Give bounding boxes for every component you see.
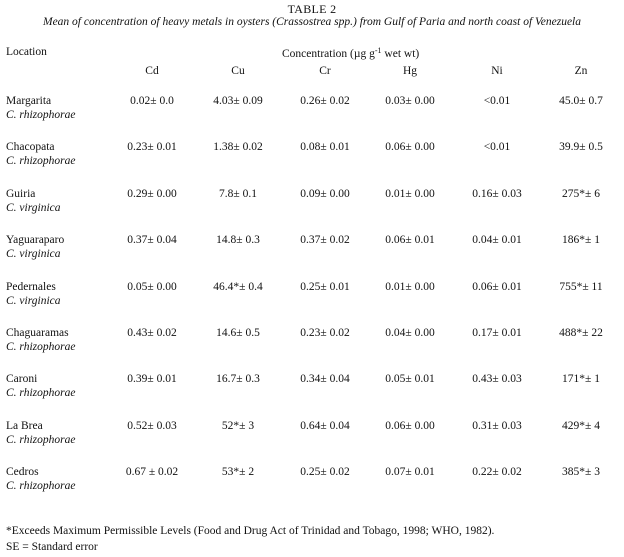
value-cell-cr: 0.25± 0.01 (300, 281, 350, 293)
table-row (0, 141, 624, 173)
value-cell-cr: 0.25± 0.02 (300, 466, 350, 478)
column-header-cu: Cu (231, 65, 245, 77)
value-cell-ni: 0.31± 0.03 (472, 420, 522, 432)
value-cell-cr: 0.34± 0.04 (300, 373, 350, 385)
value-cell-cd: 0.52± 0.03 (127, 420, 177, 432)
species-name: C. virginica (6, 248, 61, 260)
species-name: C. virginica (6, 202, 61, 214)
column-header-hg: Hg (402, 65, 418, 77)
value-cell-cr: 0.23± 0.02 (300, 327, 350, 339)
table-row (0, 281, 624, 313)
species-name: C. rhizophorae (6, 155, 76, 167)
value-cell-cu: 53*± 2 (221, 466, 255, 478)
table-row (0, 466, 624, 498)
value-cell-cd: 0.05± 0.00 (127, 281, 177, 293)
table-caption: Mean of concentration of heavy metals in oysters (Crassostrea spp.) from Gulf of Paria and north coast of Venezuela (43, 16, 581, 28)
column-header-cd: Cd (145, 65, 159, 77)
location-name: La Brea (6, 420, 43, 432)
species-name: C. rhizophorae (6, 109, 76, 121)
value-cell-cu: 14.8± 0.3 (216, 234, 260, 246)
footnote-exceeds: *Exceeds Maximum Permissible Levels (Food and Drug Act of Trinidad and Tobago, 1998; WHO, 1982). (6, 525, 495, 537)
value-cell-hg: 0.06± 0.00 (385, 141, 435, 153)
table-title: TABLE 2 (287, 2, 337, 16)
value-cell-cd: 0.02± 0.0 (130, 95, 174, 107)
value-cell-cu: 46.4*± 0.4 (213, 281, 263, 293)
value-cell-zn: 39.9± 0.5 (559, 141, 603, 153)
location-name: Cedros (6, 466, 39, 478)
value-cell-cr: 0.26± 0.02 (300, 95, 350, 107)
location-name: Margarita (6, 95, 52, 107)
value-cell-cu: 52*± 3 (221, 420, 255, 432)
value-cell-hg: 0.06± 0.00 (385, 420, 435, 432)
value-cell-cu: 16.7± 0.3 (216, 373, 260, 385)
value-cell-hg: 0.01± 0.00 (385, 281, 435, 293)
column-header-cr: Cr (319, 65, 331, 77)
value-cell-cr: 0.37± 0.02 (300, 234, 350, 246)
location-name: Chacopata (6, 141, 55, 153)
value-cell-cd: 0.23± 0.01 (127, 141, 177, 153)
species-name: C. rhizophorae (6, 434, 76, 446)
location-name: Guiria (6, 188, 36, 200)
table-row (0, 373, 624, 405)
value-cell-ni: 0.04± 0.01 (472, 234, 522, 246)
value-cell-ni: 0.43± 0.03 (472, 373, 522, 385)
location-name: Yaguaraparo (6, 234, 65, 246)
value-cell-zn: 755*± 11 (559, 281, 603, 293)
value-cell-ni: 0.06± 0.01 (472, 281, 522, 293)
value-cell-zn: 429*± 4 (562, 420, 600, 432)
value-cell-zn: 488*± 22 (559, 327, 603, 339)
location-header: Location (6, 46, 47, 58)
species-name: C. rhizophorae (6, 341, 76, 353)
table-row (0, 327, 624, 359)
value-cell-cr: 0.08± 0.01 (300, 141, 350, 153)
value-cell-cd: 0.29± 0.00 (127, 188, 177, 200)
value-cell-zn: 385*± 3 (562, 466, 600, 478)
species-name: C. rhizophorae (6, 387, 76, 399)
value-cell-cu: 1.38± 0.02 (213, 141, 263, 153)
value-cell-zn: 171*± 1 (562, 373, 600, 385)
column-header-ni: Ni (491, 65, 503, 77)
value-cell-ni: 0.16± 0.03 (472, 188, 522, 200)
concentration-header (282, 46, 419, 60)
table-row (0, 234, 624, 266)
value-cell-hg: 0.04± 0.00 (385, 327, 435, 339)
value-cell-ni: <0.01 (483, 141, 511, 153)
value-cell-hg: 0.07± 0.01 (385, 466, 435, 478)
species-name: C. rhizophorae (6, 480, 76, 492)
value-cell-hg: 0.01± 0.00 (385, 188, 435, 200)
value-cell-zn: 45.0± 0.7 (559, 95, 603, 107)
location-name: Pedernales (6, 281, 56, 293)
value-cell-zn: 186*± 1 (562, 234, 600, 246)
location-name: Caroni (6, 373, 38, 385)
value-cell-cd: 0.67 ± 0.02 (125, 466, 179, 478)
value-cell-cu: 4.03± 0.09 (213, 95, 263, 107)
value-cell-ni: <0.01 (483, 95, 511, 107)
value-cell-cd: 0.43± 0.02 (127, 327, 177, 339)
value-cell-cd: 0.39± 0.01 (127, 373, 177, 385)
value-cell-cu: 7.8± 0.1 (219, 188, 257, 200)
table-row (0, 188, 624, 220)
table-row (0, 420, 624, 452)
footnote-se: SE = Standard error (6, 541, 98, 553)
table-row (0, 95, 624, 127)
species-name: C. virginica (6, 295, 61, 307)
value-cell-cd: 0.37± 0.04 (127, 234, 177, 246)
value-cell-zn: 275*± 6 (562, 188, 600, 200)
concentration-header-exponent: -1 (374, 46, 382, 55)
location-name: Chaguaramas (6, 327, 69, 339)
value-cell-hg: 0.06± 0.01 (385, 234, 435, 246)
concentration-header-prefix: Concentration (µg g (282, 48, 375, 60)
column-header-zn: Zn (574, 65, 588, 77)
value-cell-hg: 0.05± 0.01 (385, 373, 435, 385)
value-cell-cu: 14.6± 0.5 (216, 327, 260, 339)
concentration-header-suffix: wet wt) (381, 48, 420, 60)
value-cell-cr: 0.64± 0.04 (300, 420, 350, 432)
value-cell-ni: 0.22± 0.02 (472, 466, 522, 478)
value-cell-cr: 0.09± 0.00 (300, 188, 350, 200)
value-cell-ni: 0.17± 0.01 (472, 327, 522, 339)
value-cell-hg: 0.03± 0.00 (385, 95, 435, 107)
